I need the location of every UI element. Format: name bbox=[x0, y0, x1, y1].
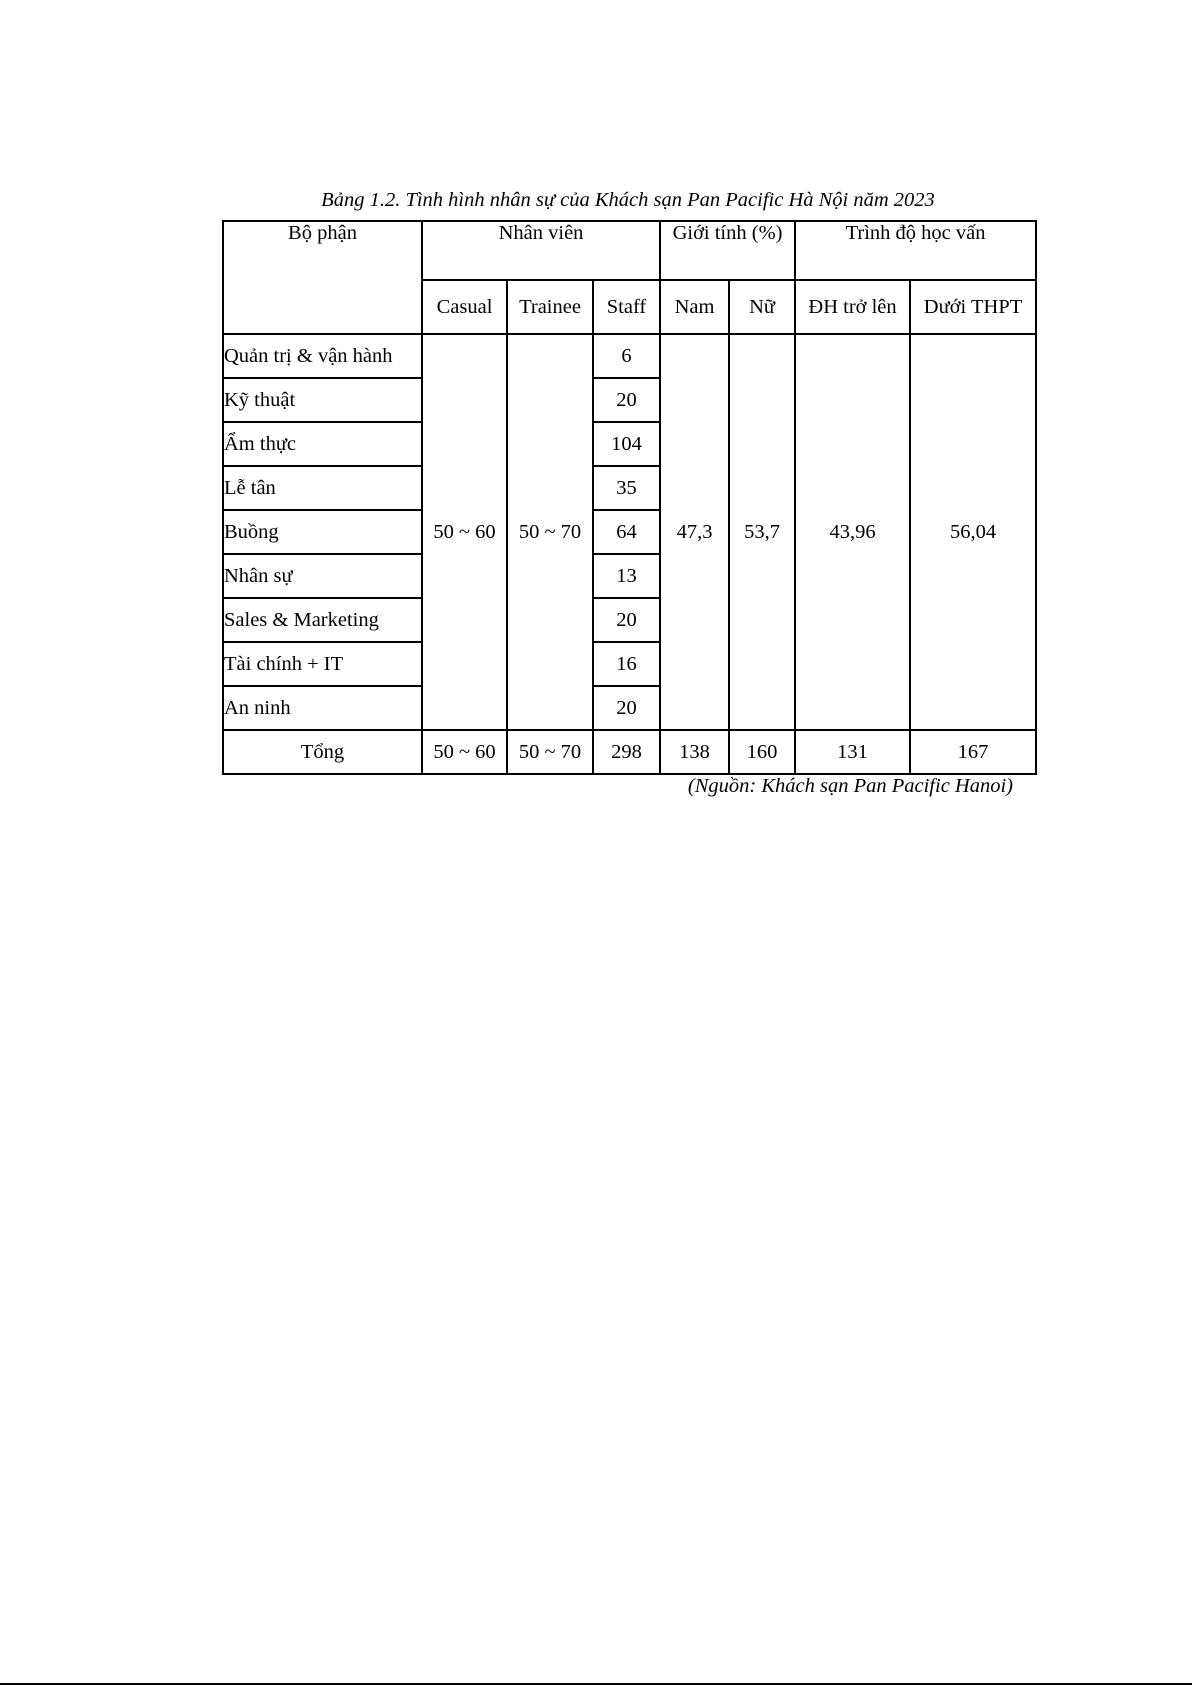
header-casual: Casual bbox=[422, 280, 507, 334]
header-trinh-do: Trình độ học vấn bbox=[795, 221, 1036, 280]
header-row-top bbox=[223, 221, 1036, 280]
thpt-merged-cell: 56,04 bbox=[910, 334, 1036, 730]
staff-cell: 16 bbox=[593, 642, 660, 686]
nu-merged-cell: 53,7 bbox=[729, 334, 795, 730]
header-nam: Nam bbox=[660, 280, 729, 334]
staff-cell: 6 bbox=[593, 334, 660, 378]
trainee-merged-cell: 50 ~ 70 bbox=[507, 334, 593, 730]
staff-cell: 104 bbox=[593, 422, 660, 466]
dept-cell: Ẩm thực bbox=[223, 422, 422, 466]
header-trainee: Trainee bbox=[507, 280, 593, 334]
total-staff: 298 bbox=[593, 730, 660, 774]
dept-cell: Lễ tân bbox=[223, 466, 422, 510]
casual-merged-cell: 50 ~ 60 bbox=[422, 334, 507, 730]
dept-cell: Nhân sự bbox=[223, 554, 422, 598]
nam-merged-cell: 47,3 bbox=[660, 334, 729, 730]
header-nu: Nữ bbox=[729, 280, 795, 334]
total-label: Tổng bbox=[223, 730, 422, 774]
staff-cell: 64 bbox=[593, 510, 660, 554]
dept-cell: Tài chính + IT bbox=[223, 642, 422, 686]
dept-cell: Quản trị & vận hành bbox=[223, 334, 422, 378]
total-row bbox=[223, 730, 1036, 774]
total-thpt: 167 bbox=[910, 730, 1036, 774]
header-dh: ĐH trở lên bbox=[795, 280, 910, 334]
dept-cell: An ninh bbox=[223, 686, 422, 730]
header-bo-phan: Bộ phận bbox=[223, 221, 422, 334]
header-staff: Staff bbox=[593, 280, 660, 334]
total-nu: 160 bbox=[729, 730, 795, 774]
dept-cell: Buồng bbox=[223, 510, 422, 554]
staff-cell: 20 bbox=[593, 686, 660, 730]
header-nhan-vien: Nhân viên bbox=[422, 221, 660, 280]
source-note: (Nguồn: Khách sạn Pan Pacific Hanoi) bbox=[687, 775, 1013, 797]
total-trainee: 50 ~ 70 bbox=[507, 730, 593, 774]
total-casual: 50 ~ 60 bbox=[422, 730, 507, 774]
staff-cell: 35 bbox=[593, 466, 660, 510]
header-gioi-tinh: Giới tính (%) bbox=[660, 221, 795, 280]
staff-cell: 20 bbox=[593, 378, 660, 422]
dh-merged-cell: 43,96 bbox=[795, 334, 910, 730]
dept-cell: Kỹ thuật bbox=[223, 378, 422, 422]
staff-table bbox=[222, 220, 1037, 775]
total-nam: 138 bbox=[660, 730, 729, 774]
staff-cell: 20 bbox=[593, 598, 660, 642]
staff-cell: 13 bbox=[593, 554, 660, 598]
table-row bbox=[223, 334, 1036, 378]
header-thpt: Dưới THPT bbox=[910, 280, 1036, 334]
table-caption: Bảng 1.2. Tình hình nhân sự của Khách sạn Pan Pacific Hà Nội năm 2023 bbox=[321, 189, 935, 211]
total-dh: 131 bbox=[795, 730, 910, 774]
dept-cell: Sales & Marketing bbox=[223, 598, 422, 642]
